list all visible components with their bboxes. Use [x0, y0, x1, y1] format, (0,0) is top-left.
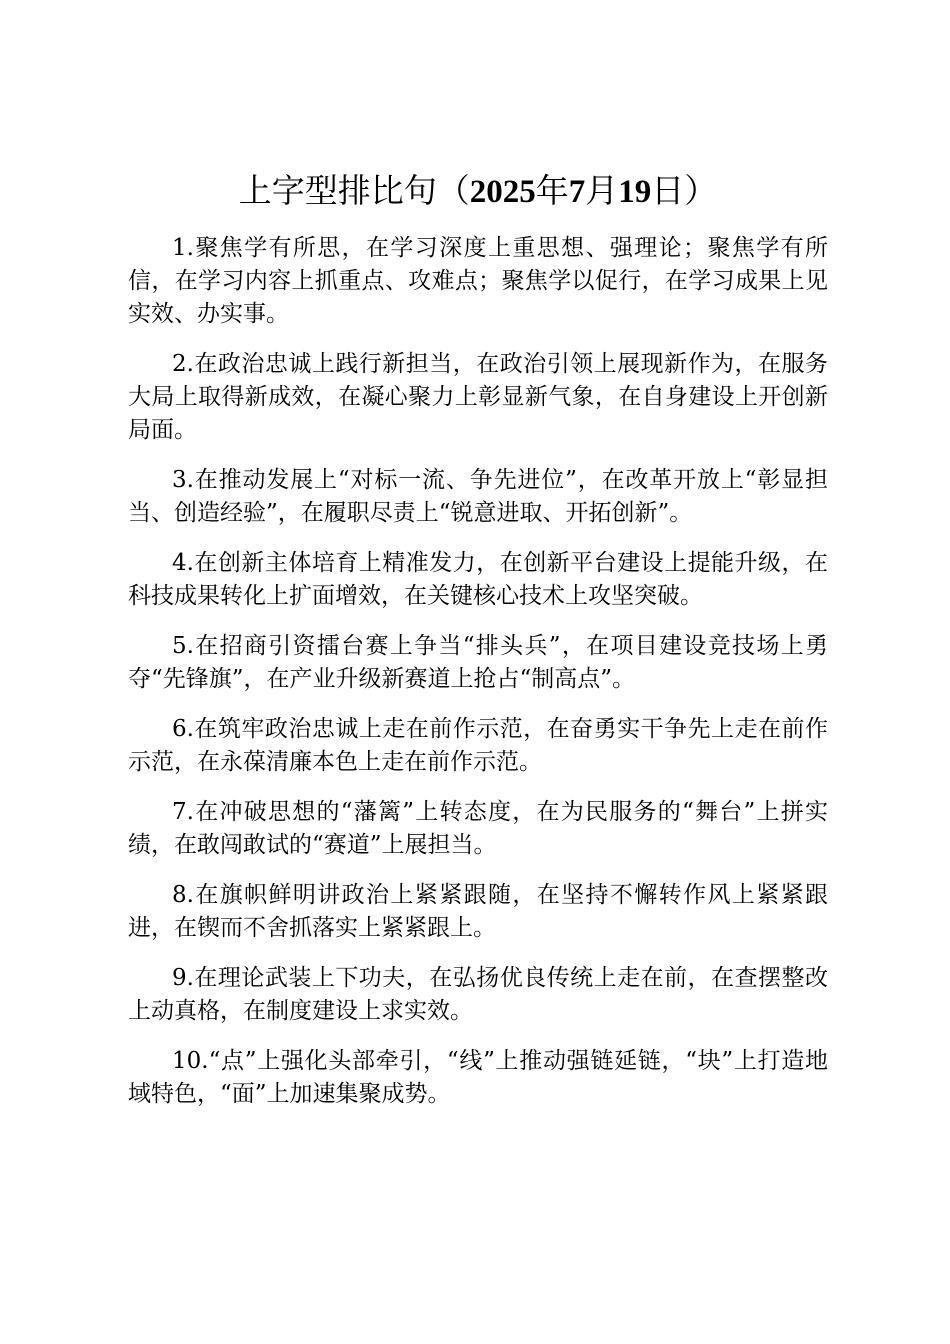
page-title: [128, 168, 828, 215]
title-month-suffix: 月: [585, 171, 619, 210]
paragraph-5: 5.在招商引资擂台赛上争当“排头兵”，在项目建设竞技场上勇夺“先锋旗”，在产业升级新赛道上抢占“制高点”。: [128, 633, 828, 692]
title-year-suffix: 年: [535, 171, 569, 210]
paragraph-8: 8.在旗帜鲜明讲政治上紧紧跟随，在坚持不懈转作风上紧紧跟进，在锲而不舍抓落实上紧紧跟上。: [128, 882, 828, 941]
title-day-suffix: 日）: [651, 171, 718, 210]
paragraph-10: 10.“点”上强化头部牵引，“线”上推动强链延链，“块”上打造地域特色，“面”上加速集聚成势。: [128, 1048, 828, 1107]
title-year: 2025: [469, 174, 536, 210]
paragraph-6: 6.在筑牢政治忠诚上走在前作示范，在奋勇实干争先上走在前作示范，在永葆清廉本色上走在前作示范。: [128, 716, 828, 775]
paragraph-1: 1.聚焦学有所思，在学习深度上重思想、强理论；聚焦学有所信，在学习内容上抓重点、攻难点；聚焦学以促行，在学习成果上见实效、办实事。: [128, 235, 828, 327]
paragraph-4: 4.在创新主体培育上精准发力，在创新平台建设上提能升级，在科技成果转化上扩面增效，在关键核心技术上攻坚突破。: [128, 550, 828, 609]
paragraph-3: 3.在推动发展上“对标一流、争先进位”，在改革开放上“彰显担当、创造经验”，在履职尽责上“锐意进取、开拓创新”。: [128, 467, 828, 526]
title-day: 19: [618, 174, 652, 210]
document-body: [128, 232, 828, 1128]
title-month: 7: [568, 174, 586, 210]
paragraph-2: 2.在政治忠诚上践行新担当，在政治引领上展现新作为，在服务大局上取得新成效，在凝心聚力上彰显新气象，在自身建设上开创新局面。: [128, 351, 828, 443]
paragraph-7: 7.在冲破思想的“藩篱”上转态度，在为民服务的“舞台”上拼实绩，在敢闯敢试的“赛道”上展担当。: [128, 799, 828, 858]
paragraph-9: 9.在理论武装上下功夫，在弘扬优良传统上走在前，在查摆整改上动真格，在制度建设上求实效。: [128, 965, 828, 1024]
title-prefix: 上字型排比句（: [238, 171, 470, 210]
